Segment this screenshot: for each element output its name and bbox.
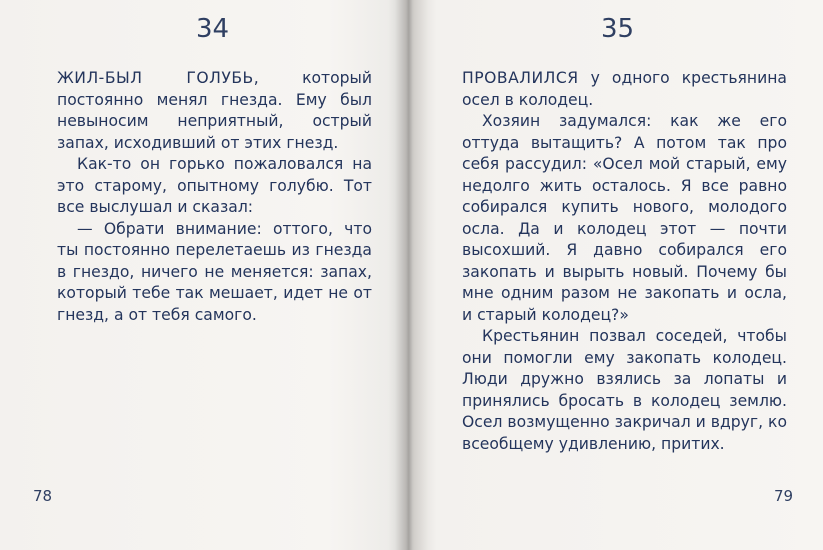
paragraph-1 [462,68,787,111]
paragraph-3: Крестьянин позвал соседей, чтобы они помогли ему закопать колодец. Люди дружно взялись за лопаты и принялись бросать в колодец землю. Осел возмущенно закричал и вдруг, ко всеобщему удивлению, притих. [462,327,787,453]
chapter-number-right: 35 [600,14,635,44]
lead-caps: ПРОВАЛИЛСЯ [462,69,579,87]
chapter-number-left: 34 [195,14,230,44]
paragraph-2: Хозяин задумался: как же его оттуда вытащить? А потом так про себя рассудил: «Осел мой старый, ему недолго жить осталось. Я все равно собирался купить нового, молодого осла. Да и колодец этот — почти высохший. Я давно собирался его закопать и вырыть новый. Почему бы мне одним разом не закопать и осла, и старый колодец?» [462,112,787,324]
story-text-right [462,68,787,455]
right-page [412,0,823,550]
paragraph-2: Как-то он горько пожаловался на это старому, опытному голубю. Тот все выслушал и сказал: [57,155,372,216]
lead-caps: ЖИЛ-БЫЛ ГОЛУБЬ [57,69,254,87]
paragraph-3: — Обрати внимание: оттого, что ты постоянно перелетаешь из гнезда в гнездо, ничего не меняется: запах, который тебе так мешает, идет не от гнезд, а от тебя самого. [57,219,372,324]
left-page [0,0,405,550]
paragraph-1 [57,68,372,154]
page-number-left: 78 [33,487,53,505]
paragraph-text: , который постоянно менял гнезда. Ему был невыносим неприятный, острый запах, исходивший от этих гнезд. [57,69,372,152]
paragraph-text: у одного крестьянина осел в колодец. [462,69,787,109]
story-text-left [57,68,372,326]
page-number-right: 79 [774,487,794,505]
